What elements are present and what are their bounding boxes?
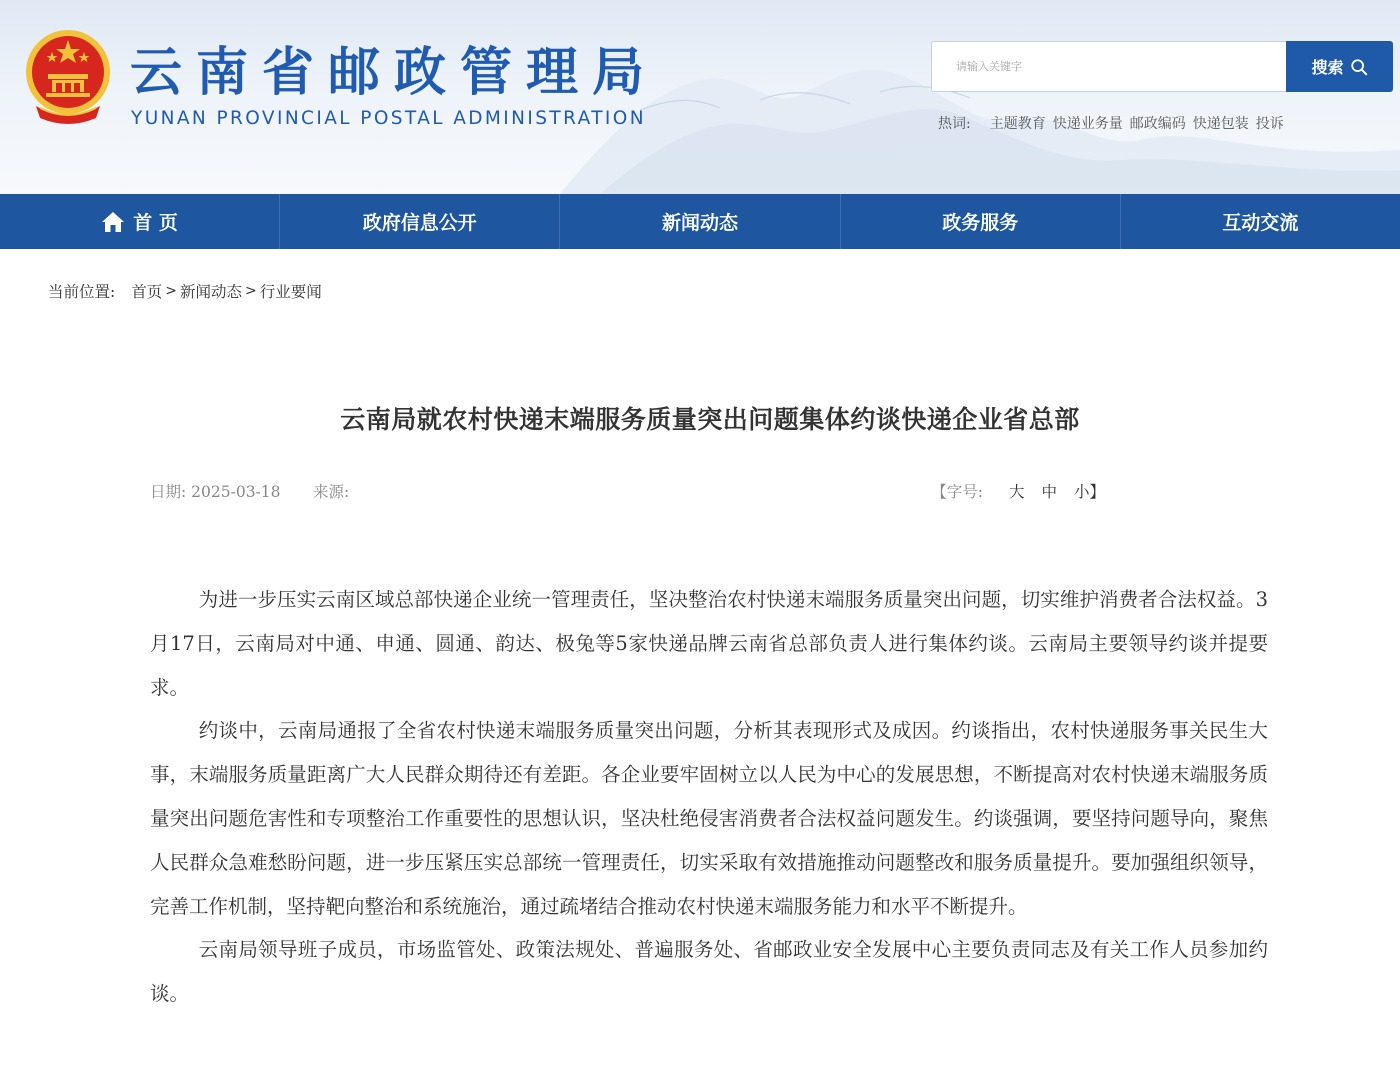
main-nav: [0, 194, 1400, 249]
hotword-link[interactable]: 快递业务量: [1052, 116, 1123, 132]
search-box: [931, 41, 1286, 92]
font-size-switcher: [931, 480, 1105, 502]
search-input[interactable]: [932, 42, 1286, 91]
nav-item-services[interactable]: [841, 194, 1121, 249]
nav-item-label: 政府信息公开: [362, 212, 477, 234]
search-icon: [1350, 58, 1368, 76]
nav-item-label: 政务服务: [942, 212, 1019, 234]
font-size-small-button[interactable]: 小】: [1073, 483, 1105, 501]
breadcrumb-separator: >: [165, 283, 177, 299]
font-size-label: 【字号:: [931, 483, 983, 501]
nav-item-gov-info[interactable]: [280, 194, 560, 249]
hotwords-label: 热词:: [938, 116, 971, 132]
site-subtitle: YUNAN PROVINCIAL POSTAL ADMINISTRATION: [131, 108, 646, 129]
article-source: 来源:: [313, 483, 350, 501]
article-meta: [150, 480, 1105, 502]
article-paragraph: 为进一步压实云南区域总部快递企业统一管理责任，坚决整治农村快递末端服务质量突出问题，切实维护消费者合法权益。3月17日，云南局对中通、申通、圆通、韵达、极兔等5家快递品牌云南省总部负责人进行集体约谈。云南局主要领导约谈并提要求。: [150, 588, 1268, 699]
hotword-link[interactable]: 投诉: [1255, 116, 1284, 132]
nav-item-interaction[interactable]: [1121, 194, 1400, 249]
nav-item-news[interactable]: [560, 194, 840, 249]
search-button[interactable]: [1286, 41, 1393, 92]
nav-item-label: 首 页: [133, 212, 178, 234]
nav-item-home[interactable]: [0, 194, 280, 249]
breadcrumb: [48, 280, 322, 302]
site-header: [0, 0, 1400, 194]
hotword-link[interactable]: 邮政编码: [1129, 116, 1186, 132]
home-icon: [101, 211, 125, 233]
article-date: 日期: 2025-03-18: [150, 483, 281, 501]
hotword-link[interactable]: 快递包装: [1192, 116, 1249, 132]
hotwords: [938, 113, 1284, 133]
nav-item-label: 新闻动态: [662, 212, 739, 234]
article-title: 云南局就农村快递末端服务质量突出问题集体约谈快递企业省总部: [340, 405, 1080, 434]
hotword-link[interactable]: 主题教育: [989, 116, 1046, 132]
site-title: 云南省邮政管理局: [130, 43, 659, 103]
national-emblem-icon: [22, 28, 114, 126]
search-button-label: 搜索: [1311, 58, 1344, 77]
breadcrumb-separator: >: [245, 283, 257, 299]
breadcrumb-link-industry[interactable]: 行业要闻: [259, 283, 322, 301]
font-size-medium-button[interactable]: 中: [1041, 483, 1057, 501]
article-body: [150, 578, 1268, 1016]
breadcrumb-label: 当前位置:: [48, 283, 116, 301]
breadcrumb-link-news[interactable]: 新闻动态: [179, 283, 242, 301]
nav-item-label: 互动交流: [1222, 212, 1299, 234]
breadcrumb-link-home[interactable]: 首页: [131, 283, 163, 301]
article-paragraph: 约谈中，云南局通报了全省农村快递末端服务质量突出问题，分析其表现形式及成因。约谈指出，农村快递服务事关民生大事，末端服务质量距离广大人民群众期待还有差距。各企业要牢固树立以人民为中心的发展思想，不断提高对农村快递末端服务质量突出问题危害性和专项整治工作重要性的思想认识，坚决杜绝侵害消费者合法权益问题发生。约谈强调，要坚持问题导向，聚焦人民群众急难愁盼问题，进一步压紧压实总部统一管理责任，切实采取有效措施推动问题整改和服务质量提升。要加强组织领导，完善工作机制，坚持靶向整治和系统施治，通过疏堵结合推动农村快递末端服务能力和水平不断提升。: [150, 719, 1268, 918]
article-paragraph: 云南局领导班子成员，市场监管处、政策法规处、普遍服务处、省邮政业安全发展中心主要负责同志及有关工作人员参加约谈。: [150, 938, 1268, 1006]
font-size-large-button[interactable]: 大: [1008, 483, 1025, 501]
